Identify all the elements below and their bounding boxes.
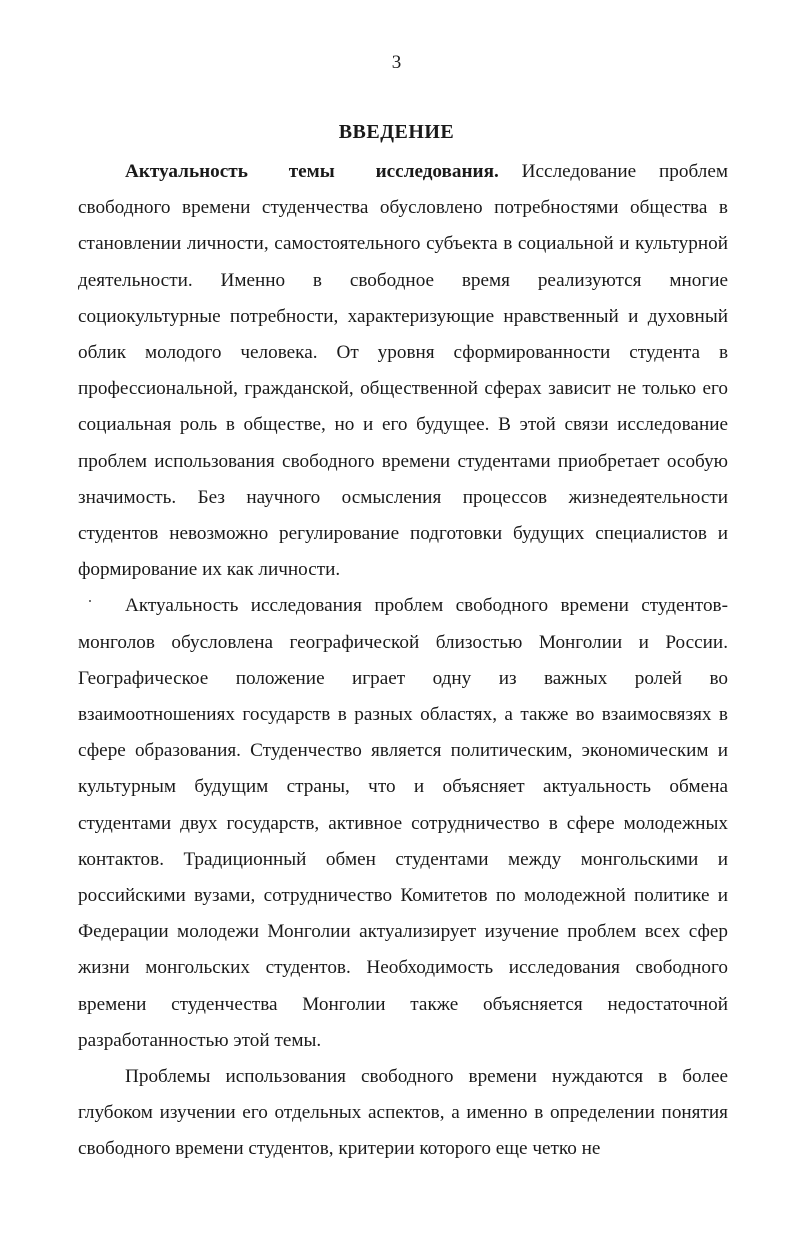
paragraph-problems: Проблемы использования свободного времени нуждаются в более глубоком изучении его отдельных аспектов, а именно в определении понятия свободного времени студентов, критерии которого еще четко не xyxy=(78,1066,728,1160)
body-text xyxy=(78,154,728,1168)
scan-speck xyxy=(89,600,91,602)
section-title: ВВЕДЕНИЕ xyxy=(338,121,455,143)
paragraph-lead: Актуальность темы исследования. xyxy=(125,161,499,182)
paragraph-text: Исследование проблем свободного времени студенчества обусловлено потребностями общества в становлении личности, самостоятельного субъекта в социальной и культурной деятельности. Именно в свободное время реализуются многие социокультурные потребности, характеризующие нравственный и духовный облик молодого человека. От уровня сформированности студента в профессиональной, гражданской, общественной сферах зависит не только его социальная роль в обществе, но и его будущее. В этой связи исследование проблем использования свободного времени студентами приобретает особую значимость. Без научного осмысления процессов жизнедеятельности студентов невозможно регулирование подготовки будущих специалистов и формирование их как личности. xyxy=(78,161,729,581)
paragraph-relevance xyxy=(78,154,728,588)
page-number: 3 xyxy=(391,52,402,73)
paragraph-mongolia: Актуальность исследования проблем свободного времени студентов-монголов обусловлена географической близостью Монголии и России. Географическое положение играет одну из важных ролей во взаимоотношениях государств в разных областях, а также во взаимосвязях в сфере образования. Студенчество является политическим, экономическим и культурным будущим страны, что и объясняет актуальность обмена студентами двух государств, активное сотрудничество в сфере молодежных контактов. Традиционный обмен студентами между монгольскими и российскими вузами, сотрудничество Комитетов по молодежной политике и Федерации молодежи Монголии актуализирует изучение проблем всех сфер жизни монгольских студентов. Необходимость исследования свободного времени студенчества Монголии также объясняется недостаточной разработанностью этой темы. xyxy=(78,595,728,1051)
